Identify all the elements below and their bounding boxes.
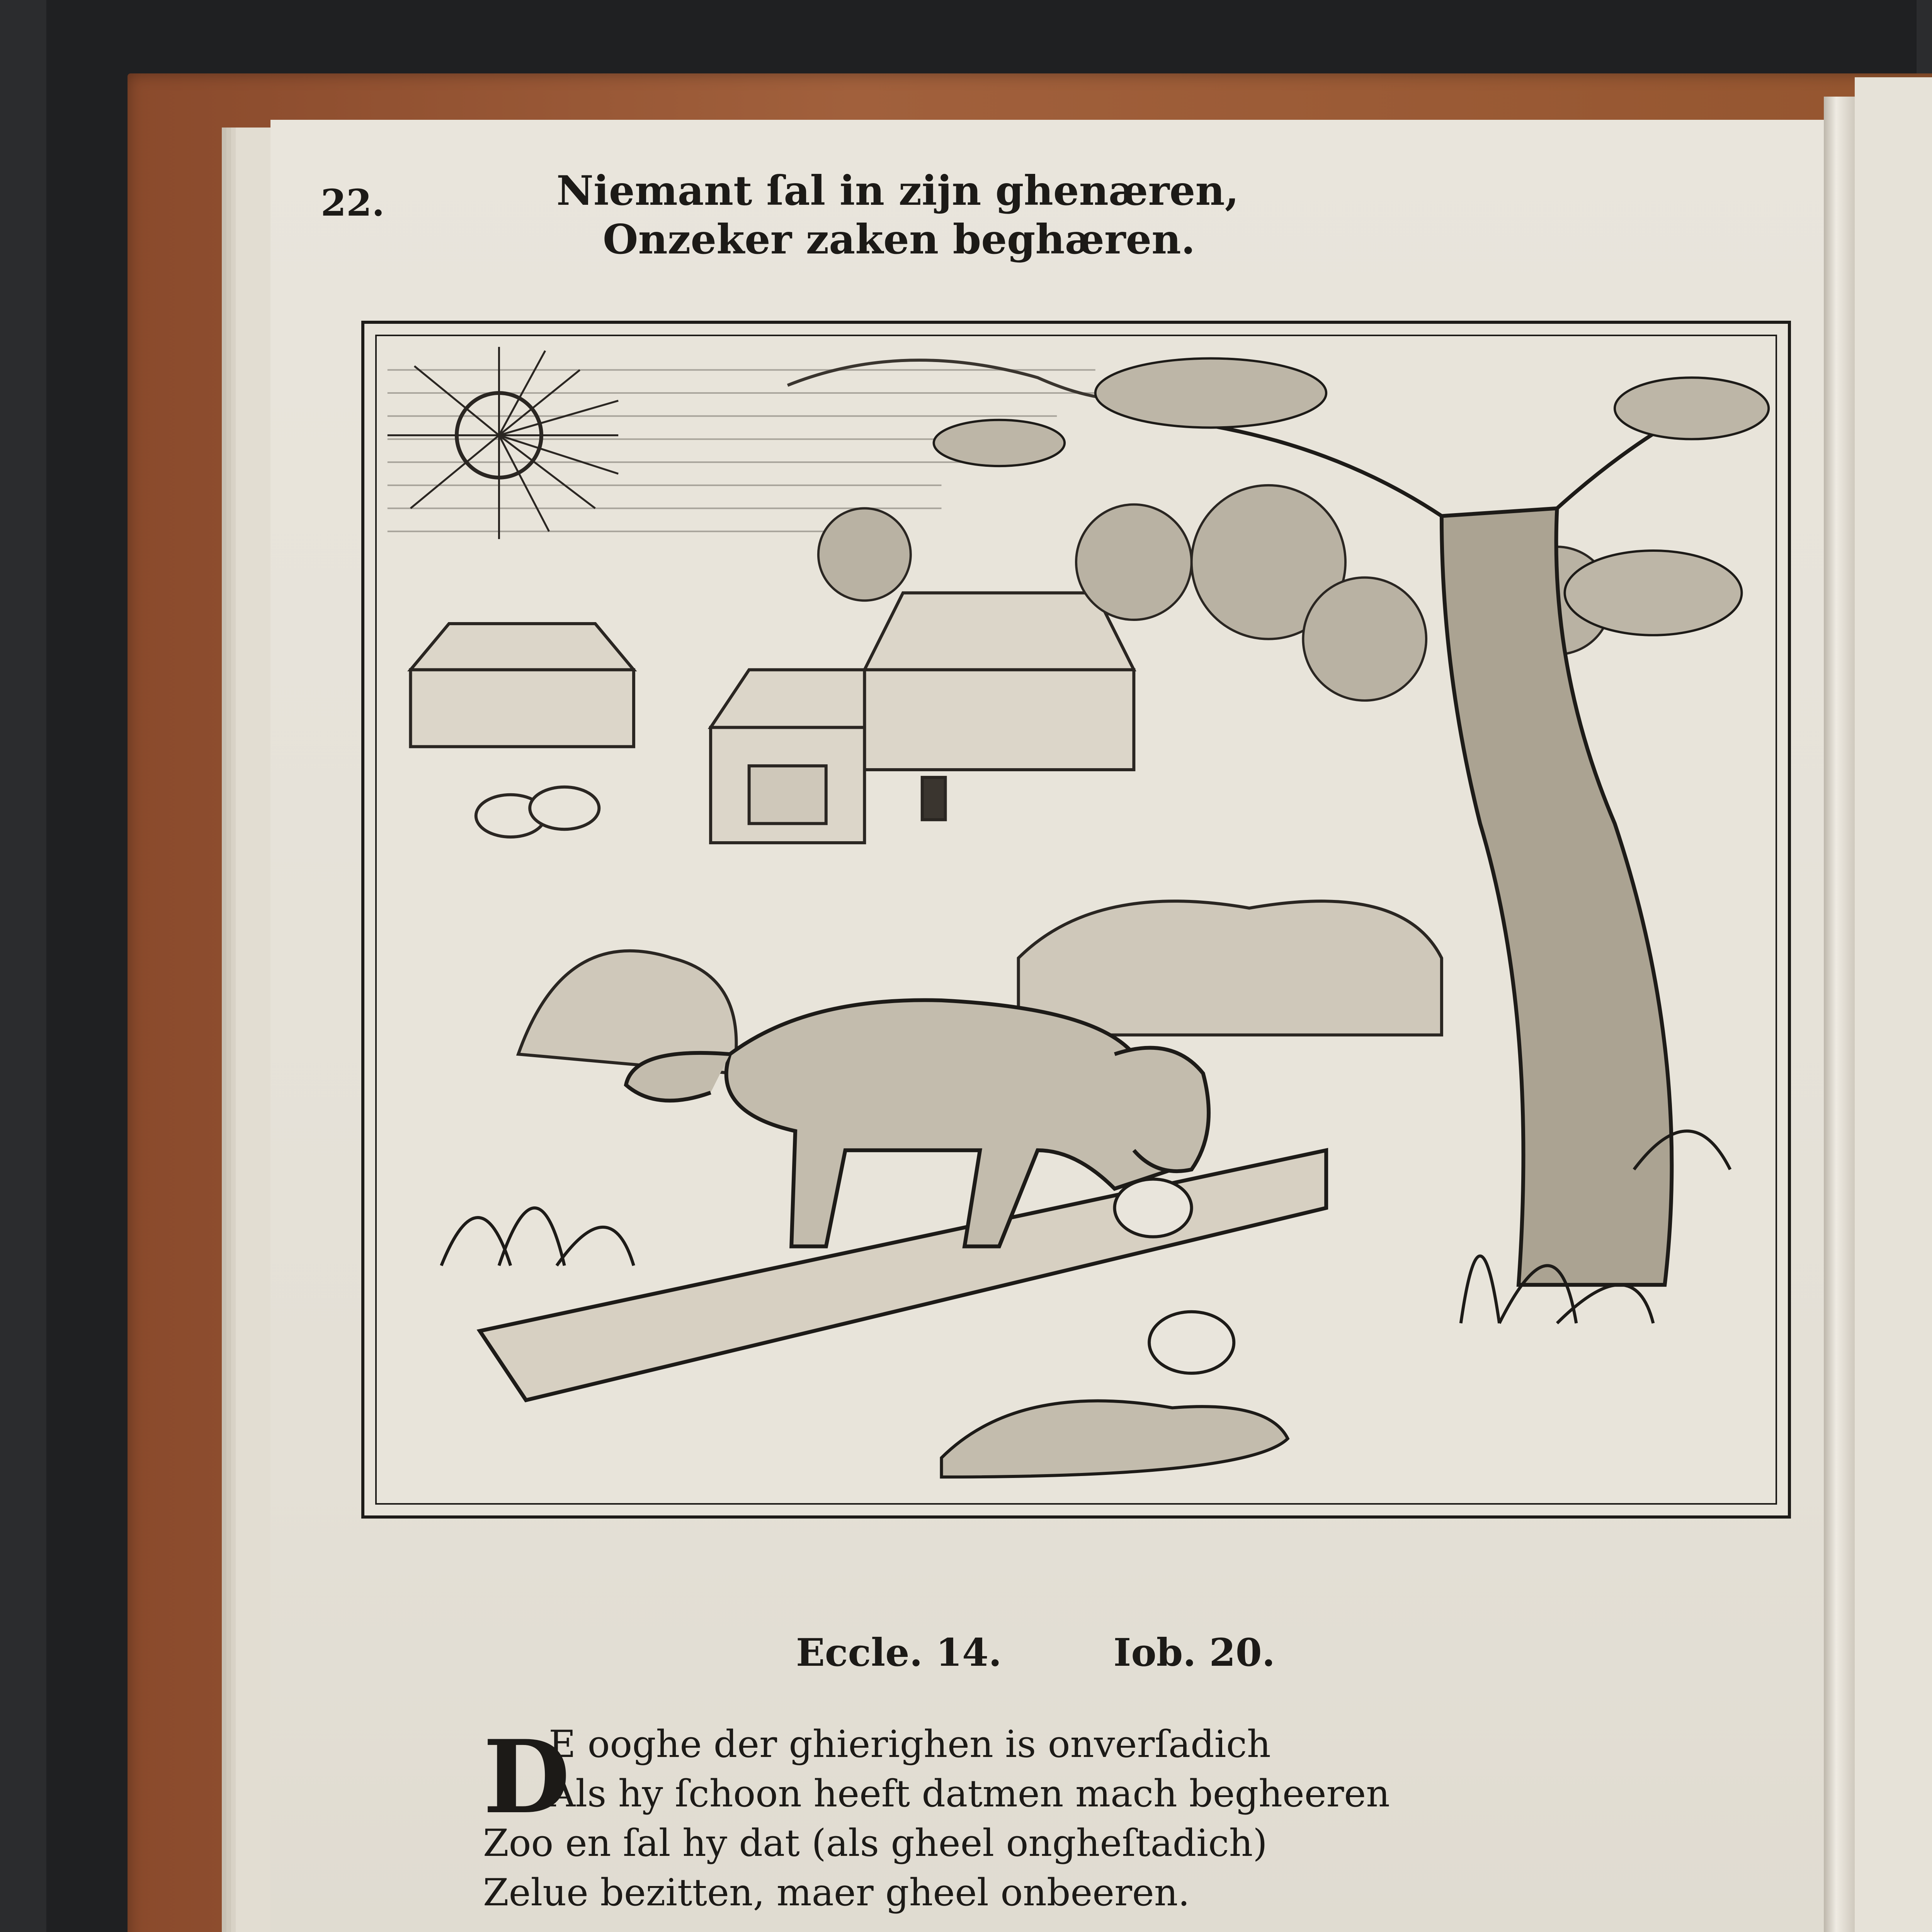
motto-line-2: Onzeker zaken beghæren. <box>603 215 1196 263</box>
scripture-references-1 <box>796 1631 1275 1675</box>
emblem-motto <box>556 166 1406 264</box>
reference: Iob. 20. <box>1113 1631 1275 1675</box>
sheep <box>476 787 599 837</box>
engraving-illustration <box>364 324 1788 1515</box>
sun-icon <box>388 347 618 539</box>
motto-line-1: Niemant ſal in zijn ghenæren, <box>556 167 1239 214</box>
verse-line: Zoo en ſal hy dat (als gheel ongheſtadich) <box>483 1821 1267 1865</box>
verse-line: Als hy ſchoon heeft datmen mach begheeren <box>549 1772 1390 1815</box>
emblem-engraving <box>361 321 1791 1519</box>
verse-line: Zelue bezitten, maer gheel onbeeren. <box>483 1871 1190 1914</box>
page-number: 22. <box>321 182 385 224</box>
reference: Eccle. 14. <box>796 1631 1002 1675</box>
meat-piece <box>1115 1179 1192 1237</box>
verse-stanza-1 <box>483 1719 1390 1917</box>
verse-line: E ooghe der ghierighen is onverſadich <box>549 1723 1271 1766</box>
book-gutter <box>1824 97 1855 1932</box>
drop-cap: D <box>483 1718 570 1836</box>
facing-page-edge <box>1855 77 1932 1932</box>
water-reflection <box>942 1312 1288 1477</box>
